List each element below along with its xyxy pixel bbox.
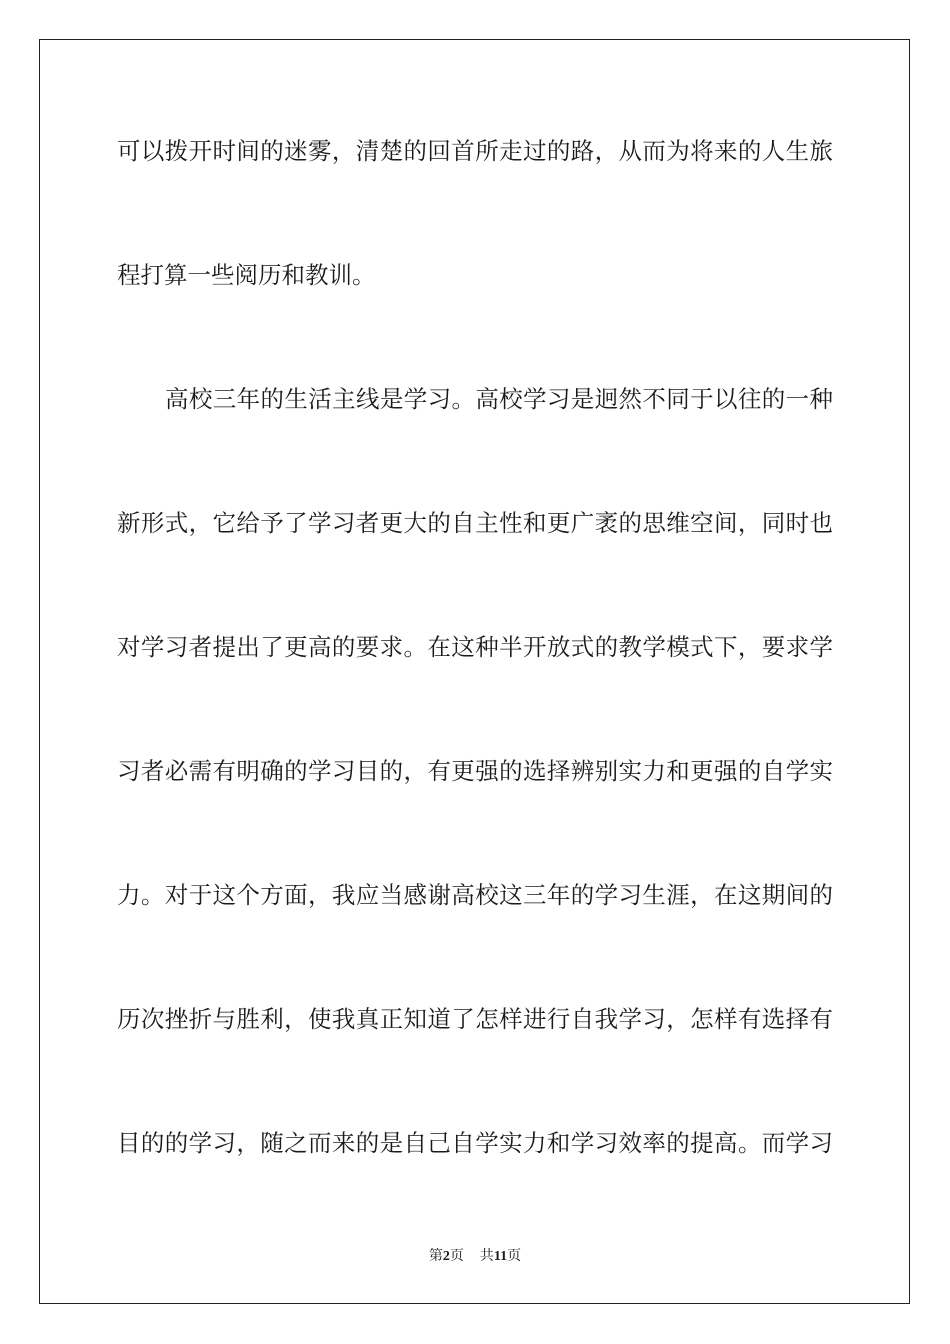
page-footer — [0, 1247, 950, 1266]
footer-page-suffix: 页 — [449, 1248, 464, 1264]
footer-total-suffix: 页 — [507, 1248, 522, 1264]
body-line-6: 习者必需有明确的学习目的，有更强的选择辨别实力和更强的自学实 — [117, 757, 833, 785]
footer-page-number: 2 — [442, 1249, 450, 1264]
body-line-9: 目的的学习，随之而来的是自己自学实力和学习效率的提高。而学习 — [117, 1129, 833, 1157]
body-line-8: 历次挫折与胜利，使我真正知道了怎样进行自我学习，怎样有选择有 — [117, 1005, 833, 1033]
body-line-2: 程打算一些阅历和教训。 — [117, 261, 376, 289]
body-line-4: 新形式，它给予了学习者更大的自主性和更广袤的思维空间，同时也 — [117, 509, 833, 537]
page-frame — [39, 39, 910, 1304]
footer-page-prefix: 第 — [428, 1248, 443, 1264]
body-line-3: 高校三年的生活主线是学习。高校学习是迥然不同于以往的一种 — [165, 385, 833, 413]
body-line-1: 可以拨开时间的迷雾，清楚的回首所走过的路，从而为将来的人生旅 — [117, 137, 833, 165]
footer-total-prefix: 共 — [479, 1248, 494, 1264]
footer-total-pages: 11 — [493, 1249, 508, 1264]
body-line-5: 对学习者提出了更高的要求。在这种半开放式的教学模式下，要求学 — [117, 633, 833, 661]
body-line-7: 力。对于这个方面，我应当感谢高校这三年的学习生涯，在这期间的 — [117, 881, 833, 909]
